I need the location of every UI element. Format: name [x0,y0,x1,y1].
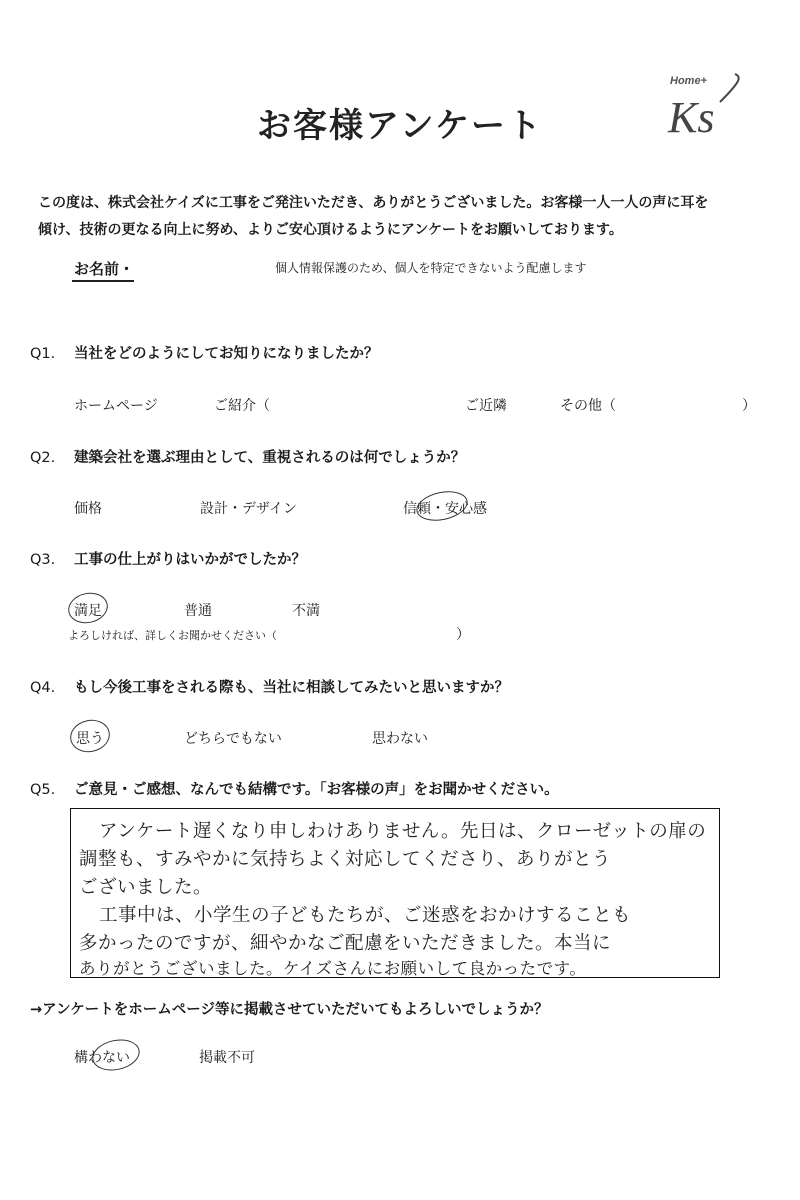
q4-option-no[interactable]: 思わない [372,731,428,747]
q2-selection-circle [414,487,471,525]
q1-option-other[interactable]: その他（ [560,398,616,414]
q1-close-paren: ） [742,398,756,414]
name-label: お名前・ [74,260,135,278]
answer-line: ございました。 [79,877,213,898]
logo-mark-icon [660,72,750,142]
answer-line: アンケート遅くなり申しわけありません。先日は、クローゼットの扉の [99,821,707,842]
question-5-number: Q5. [30,782,56,798]
question-3 [30,548,306,569]
answer-line: ありがとうございました。ケイズさんにお願いして良かったです。 [79,959,587,978]
privacy-note: 個人情報保護のため、個人を特定できないよう配慮します [275,261,587,275]
q5-answer-box[interactable] [70,808,720,978]
q2-option-price[interactable]: 価格 [74,501,102,517]
question-1-number: Q1. [30,346,56,362]
question-3-text: 工事の仕上がりはいかがでしたか？ [74,552,306,568]
name-underline [72,280,134,282]
q4-option-neither[interactable]: どちらでもない [184,731,282,747]
q2-option-trust[interactable]: 信頼・安心感 [403,501,487,517]
q1-option-referral[interactable]: ご紹介（ [214,398,270,414]
question-2-text: 建築会社を選ぶ理由として、重視されるのは何でしょうか？ [74,450,466,466]
company-logo [660,72,750,142]
publish-selection-circle [89,1035,142,1074]
publish-question: →アンケートをホームページ等に掲載させていただいてもよろしいでしょうか？ [30,1002,549,1018]
answer-line: 多かったのですが、細やかなご配慮をいただきました。本当に [79,933,612,954]
publish-option-ng[interactable]: 掲載不可 [199,1050,255,1066]
question-1-text: 当社をどのようにしてお知りになりましたか？ [74,346,379,362]
q4-selection-circle [67,716,113,756]
question-4 [30,676,509,697]
question-2 [30,446,465,467]
question-2-number: Q2. [30,450,56,466]
question-5-text: ご意見・ご感想、なんでも結構です。「お客様の声」をお聞かせください。 [74,782,559,798]
q1-option-neighbor[interactable]: ご近隣 [465,398,507,414]
intro-text [38,190,768,244]
logo-mark-text: Ks [668,93,715,142]
question-5 [30,778,559,799]
answer-line: 調整も、すみやかに気持ちよく対応してくださり、ありがとう [79,849,612,870]
q3-detail-prompt: よろしければ、詳しくお聞かせください（ [68,629,277,642]
q3-selection-circle [65,589,110,627]
q1-option-homepage[interactable]: ホームページ [74,398,158,414]
logo-top-text: Home+ [670,75,707,87]
q3-option-normal[interactable]: 普通 [184,603,212,619]
q3-option-unsatisfied[interactable]: 不満 [292,603,320,619]
question-4-text: もし今後工事をされる際も、当社に相談してみたいと思いますか？ [74,680,509,696]
publish-option-ok[interactable]: 構わない [74,1050,130,1066]
intro-line-1: この度は、株式会社ケイズに工事をご発注いただき、ありがとうございました。お客様一人一人の声に耳を [38,195,709,211]
question-1 [30,342,379,363]
intro-line-2: 傾け、技術の更なる向上に努め、よりご安心頂けるようにアンケートをお願いしております。 [38,222,623,238]
q3-option-satisfied[interactable]: 満足 [74,603,102,619]
survey-title: お客様アンケート [257,106,543,146]
q3-close-paren: ） [456,627,470,643]
question-4-number: Q4. [30,680,56,696]
answer-line: 工事中は、小学生の子どもたちが、ご迷惑をおかけすることも [99,905,632,926]
question-3-number: Q3. [30,552,56,568]
q2-option-design[interactable]: 設計・デザイン [200,501,298,517]
q4-option-yes[interactable]: 思う [76,731,104,747]
